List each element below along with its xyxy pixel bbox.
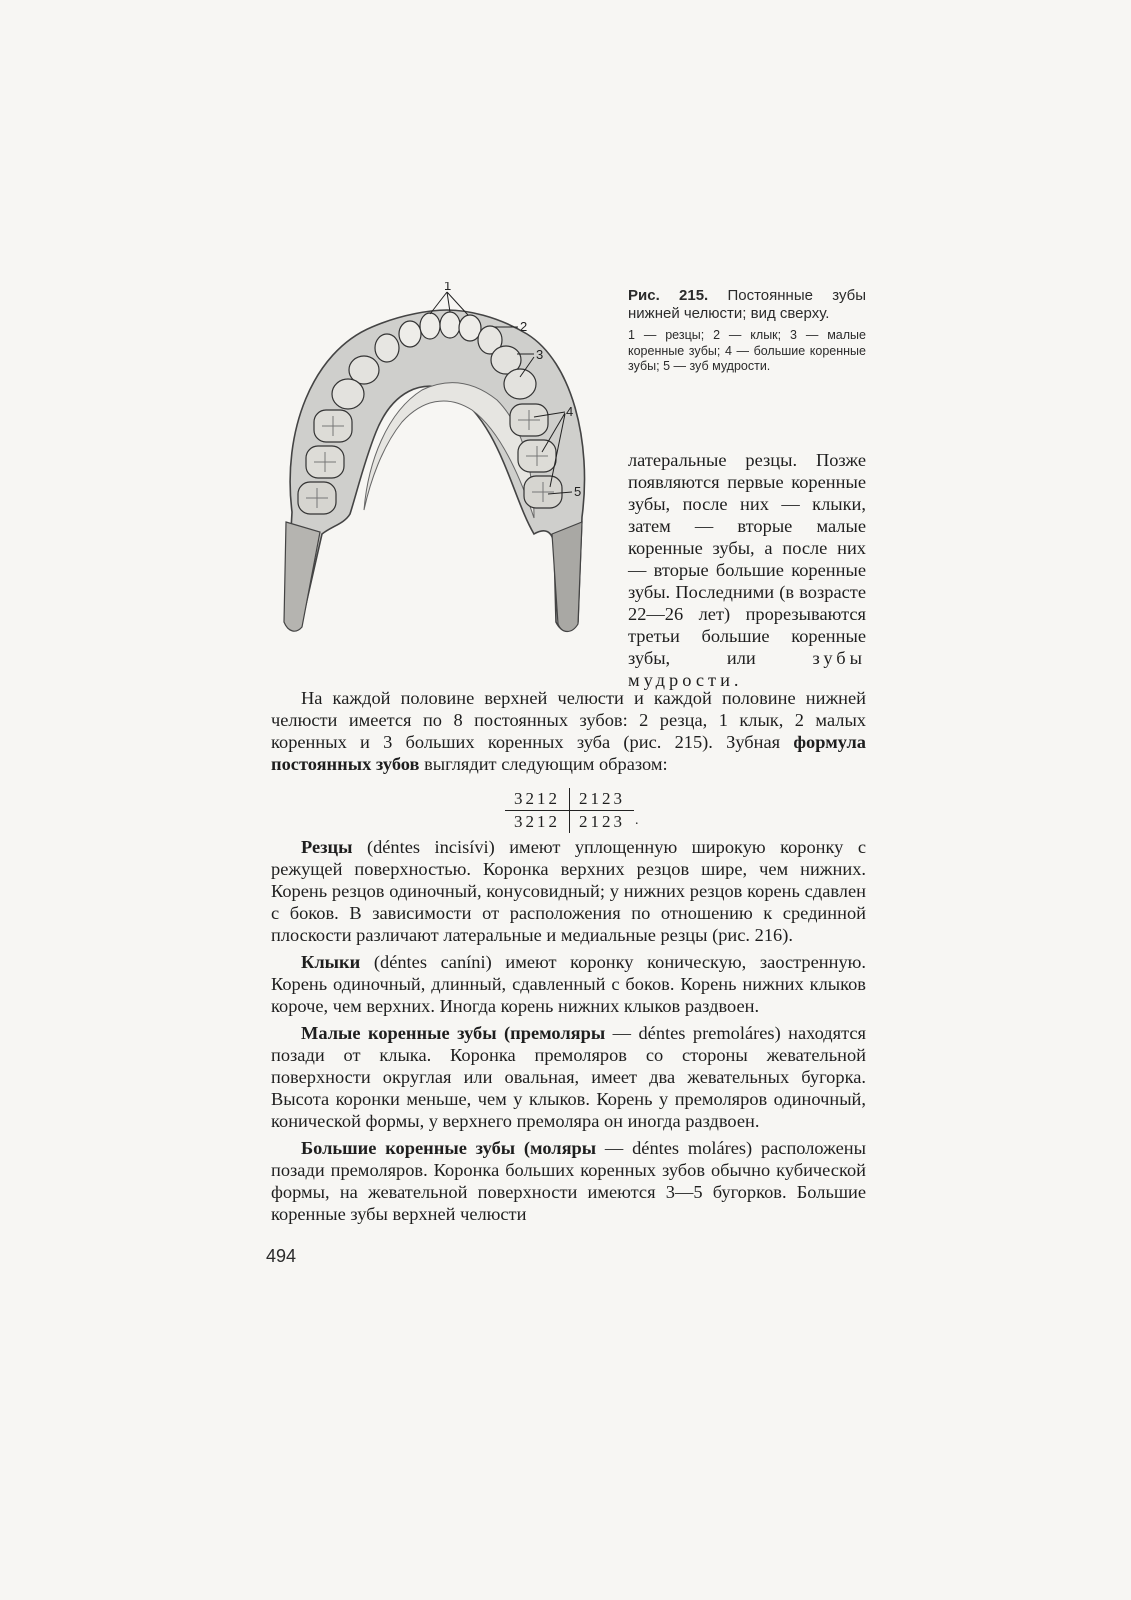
side-paragraph [628, 449, 866, 691]
figure-label-1: 1 [444, 282, 452, 293]
tooth-incisor [420, 313, 440, 339]
incisors-text: (déntes incisívi) имеют уплощенную широкую коронку с режущей поверхностью. Коронка верхних резцов шире, чем нижних. Корень резцов одиночный, конусовидный; у нижних резцов корень сдавлен с боков. В зависимости от расположения по отношению к срединной плоскости различают латеральные и медиальные резцы (рис. 216). [271, 837, 866, 945]
tooth-incisor [399, 321, 421, 347]
figure-label-4: 4 [566, 404, 574, 419]
lower-jaw-illustration [272, 282, 617, 647]
caption-title [628, 287, 866, 322]
formula-lower-row [505, 811, 634, 833]
formula-dot: . [635, 813, 642, 828]
figure-label-3: 3 [536, 347, 544, 362]
side-paragraph-text: латеральные резцы. Позже появляются первые коренные зубы, после них — клыки, затем — вторые малые коренные зубы, а после них — вторые большие коренные зубы. Последними (в возрасте 22—26 лет) прорезываются третьи большие коренные зубы, или [628, 450, 866, 668]
left-ramus [284, 522, 320, 631]
formula-term: формула постоянных зубов [271, 732, 866, 774]
formula-upper-row [505, 788, 634, 811]
dental-formula [505, 788, 642, 833]
figure-label-5: 5 [574, 484, 582, 499]
tooth-canine [375, 334, 399, 362]
tooth-premolar [332, 379, 364, 409]
formula-lower-right: 2123 [579, 812, 625, 831]
figure-label-2: 2 [520, 319, 528, 334]
formula-upper-left: 3212 [505, 788, 570, 810]
formula-upper-right: 2123 [579, 789, 625, 808]
jaw-figure [272, 282, 617, 647]
paragraph-start: На каждой половине верхней челюсти и каждой половине нижней челюсти имеется по 8 постоянных зубов: 2 резца, 1 клык, 2 малых коренных и 3 больших коренных зуба (рис. 215). Зубная [271, 688, 866, 752]
page-number: 494 [266, 1246, 297, 1266]
tooth-incisor [440, 312, 460, 338]
canines-term: Клыки [301, 952, 361, 972]
caption-number: Рис. 215. [628, 287, 709, 304]
paragraph-permanent-teeth [271, 687, 866, 775]
paragraph-canines [271, 951, 866, 1017]
tooth-premolar [504, 369, 536, 399]
paragraph-end: выглядит следующим образом: [424, 754, 668, 774]
incisors-term: Резцы [301, 837, 353, 857]
canines-text: (déntes caníni) имеют коронку коническую, заостренную. Корень одиночный, длинный, сдавленный с боков. Корень нижних клыков короче, чем верхних. Иногда корень нижних клыков раздвоен. [271, 952, 866, 1016]
premolars-text: — déntes premoláres) находятся позади от клыка. Коронка премоляров со стороны жевательной поверхности округлая или овальная, имеет два жевательных бугорка. Высота коронки меньше, чем у клыков. Корень у премоляров одиночный, конической формы, у верхнего премоляра он иногда раздвоен. [271, 1023, 866, 1131]
premolars-term: Малые коренные зубы (премоляры [301, 1023, 606, 1043]
formula-lower-left: 3212 [505, 811, 570, 833]
figure-caption [628, 287, 866, 375]
wisdom-teeth-term: зубы мудрости. [628, 648, 866, 690]
caption-text: Постоянные зубы нижней челюсти; вид сверху. [628, 287, 866, 322]
molars-text: — déntes moláres) расположены позади премоляров. Коронка больших коренных зубов обычно кубической формы, на жевательной поверхности имеются 3—5 бугорков. Большие коренные зубы верхней челюсти [271, 1138, 866, 1224]
molars-term: Большие коренные зубы (моляры [301, 1138, 597, 1158]
paragraph-molars [271, 1137, 866, 1225]
teeth-descriptions [271, 836, 866, 1230]
paragraph-incisors [271, 836, 866, 946]
caption-legend: 1 — резцы; 2 — клык; 3 — малые коренные зубы; 4 — большие коренные зубы; 5 — зуб мудрости. [628, 328, 866, 373]
paragraph-premolars [271, 1022, 866, 1132]
main-text [271, 687, 866, 775]
